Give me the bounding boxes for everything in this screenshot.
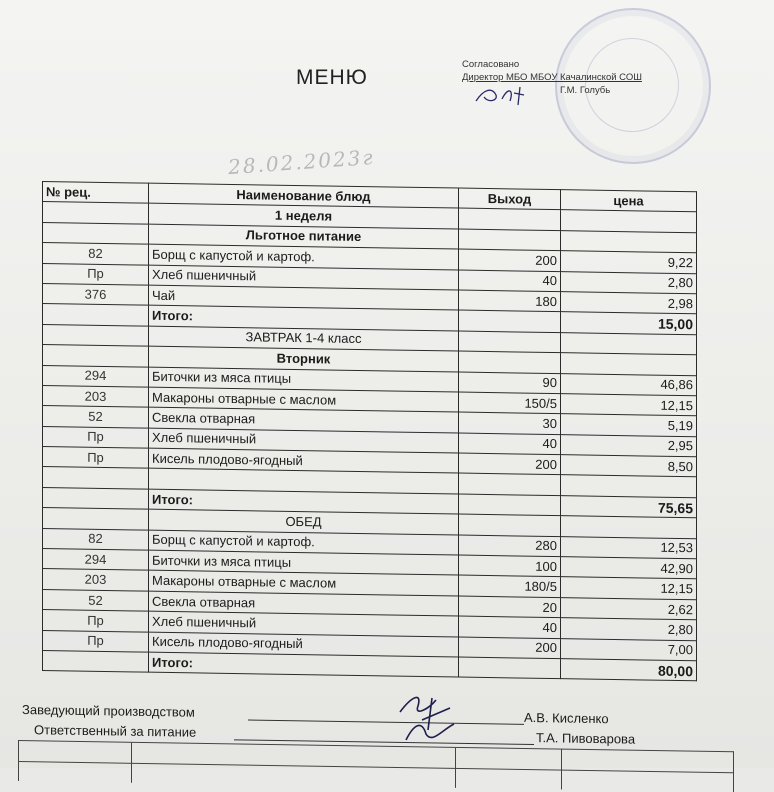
recipe-number: 52 (43, 589, 149, 611)
staff-signature (392, 690, 470, 748)
menu-table-body (43, 202, 697, 681)
recipe-number: Пр (43, 263, 149, 285)
dish-price: 9,22 (561, 251, 697, 274)
empty-cell (561, 332, 697, 355)
empty-cell (561, 210, 697, 233)
empty-cell (459, 229, 561, 251)
column-header-code: № рец. (43, 182, 149, 204)
portion-output: 20 (459, 596, 561, 618)
empty-cell (43, 222, 149, 244)
empty-cell (561, 353, 697, 376)
recipe-number (43, 304, 149, 326)
dish-price: 2,95 (561, 434, 697, 457)
total-price: 75,65 (561, 496, 697, 519)
portion-output: 280 (459, 535, 561, 557)
dish-name: Хлеб пшеничный (149, 611, 459, 636)
recipe-number: 52 (43, 406, 149, 428)
dish-price: 2,80 (561, 271, 697, 294)
dish-price: 2,62 (561, 597, 697, 620)
production-manager-role: Заведующий производством (22, 702, 195, 720)
portion-output: 200 (459, 249, 561, 271)
total-price: 15,00 (561, 312, 697, 335)
recipe-number: 203 (43, 385, 149, 407)
section-title: ЗАВТРАК 1-4 класс (149, 326, 459, 351)
production-manager-name: А.В. Кисленко (524, 709, 609, 727)
dish-name: Биточки из мяса птицы (149, 367, 459, 392)
portion-output: 180 (459, 290, 561, 312)
signature-line (248, 720, 524, 725)
portion-output: 40 (459, 270, 561, 292)
portion-output: 40 (459, 433, 561, 455)
recipe-number (43, 650, 149, 672)
portion-output: 150/5 (459, 392, 561, 414)
dish-price: 12,15 (561, 577, 697, 600)
portion-output: 30 (459, 412, 561, 434)
recipe-number: 376 (43, 283, 149, 305)
dish-price: 42,90 (561, 557, 697, 580)
portion-output: 200 (459, 637, 561, 659)
menu-date: 28.02.2023г (227, 144, 376, 180)
recipe-number: 294 (43, 549, 149, 571)
dish-price: 2,80 (561, 618, 697, 641)
total-label: Итого: (149, 489, 459, 514)
responsible-name: Т.А. Пивоварова (536, 730, 636, 747)
empty-cell (459, 474, 561, 496)
dish-price: 46,86 (561, 373, 697, 396)
empty-cell (561, 475, 697, 498)
recipe-number: Пр (43, 447, 149, 469)
portion-output (459, 494, 561, 516)
empty-cell (459, 514, 561, 536)
dish-name: Борщ с капустой и картоф. (149, 244, 459, 269)
empty-cell (43, 202, 149, 224)
dish-price: 5,19 (561, 414, 697, 437)
section-title: Льготное питание (149, 224, 459, 249)
recipe-number: Пр (43, 630, 149, 652)
portion-output: 40 (459, 616, 561, 638)
dish-name: Макароны отварные с маслом (149, 387, 459, 412)
section-title: ОБЕД (149, 509, 459, 534)
portion-output (459, 310, 561, 332)
total-label: Итого: (149, 652, 459, 677)
portion-output: 180/5 (459, 575, 561, 597)
recipe-number: Пр (43, 426, 149, 448)
portion-output: 200 (459, 453, 561, 475)
dish-name: Свекла отварная (149, 591, 459, 616)
empty-cell (43, 324, 149, 346)
empty-cell (459, 331, 561, 353)
total-label: Итого: (149, 306, 459, 331)
dish-name: Биточки из мяса птицы (149, 550, 459, 575)
dish-price: 12,15 (561, 394, 697, 417)
dish-name: Хлеб пшеничный (149, 265, 459, 290)
recipe-number: 82 (43, 528, 149, 550)
dish-name: Чай (149, 285, 459, 310)
director-signature (470, 83, 550, 107)
empty-cell (561, 230, 697, 253)
portion-output (459, 657, 561, 679)
dish-price: 7,00 (561, 638, 697, 661)
empty-cell (43, 508, 149, 530)
total-price: 80,00 (561, 659, 697, 682)
recipe-number: 294 (43, 365, 149, 387)
portion-output: 100 (459, 555, 561, 577)
approval-line-1: Согласовано (462, 59, 520, 70)
dish-name: Хлеб пшеничный (149, 428, 459, 453)
dish-name: Свекла отварная (149, 407, 459, 432)
empty-cell (459, 208, 561, 230)
portion-output: 90 (459, 372, 561, 394)
empty-cell (561, 516, 697, 539)
approval-line-2: Директор МБО МБОУ Качалинской СОШ (462, 72, 642, 83)
approval-line-3: Г.М. Голубь (560, 85, 611, 96)
dish-price: 12,53 (561, 536, 697, 559)
column-header-name: Наименование блюд (149, 183, 459, 208)
dish-price: 8,50 (561, 455, 697, 478)
menu-table (42, 181, 697, 682)
empty-cell (43, 345, 149, 367)
recipe-number: 82 (43, 243, 149, 265)
dish-price: 2,98 (561, 292, 697, 315)
dish-name: Кисель плодово-ягодный (149, 448, 459, 473)
responsible-role: Ответственный за питание (34, 722, 197, 740)
recipe-number: Пр (43, 610, 149, 632)
recipe-number: 203 (43, 569, 149, 591)
dish-name: Макароны отварные с маслом (149, 571, 459, 596)
page-title: МЕНЮ (296, 66, 368, 89)
dish-name: Борщ с капустой и картоф. (149, 530, 459, 555)
empty-cell (43, 467, 149, 489)
column-header-price: цена (561, 190, 697, 213)
empty-cell (459, 351, 561, 373)
recipe-number (43, 487, 149, 509)
dish-name: Кисель плодово-ягодный (149, 632, 459, 657)
section-title: Вторник (149, 346, 459, 371)
column-header-output: Выход (459, 188, 561, 210)
section-title: 1 неделя (149, 204, 459, 229)
